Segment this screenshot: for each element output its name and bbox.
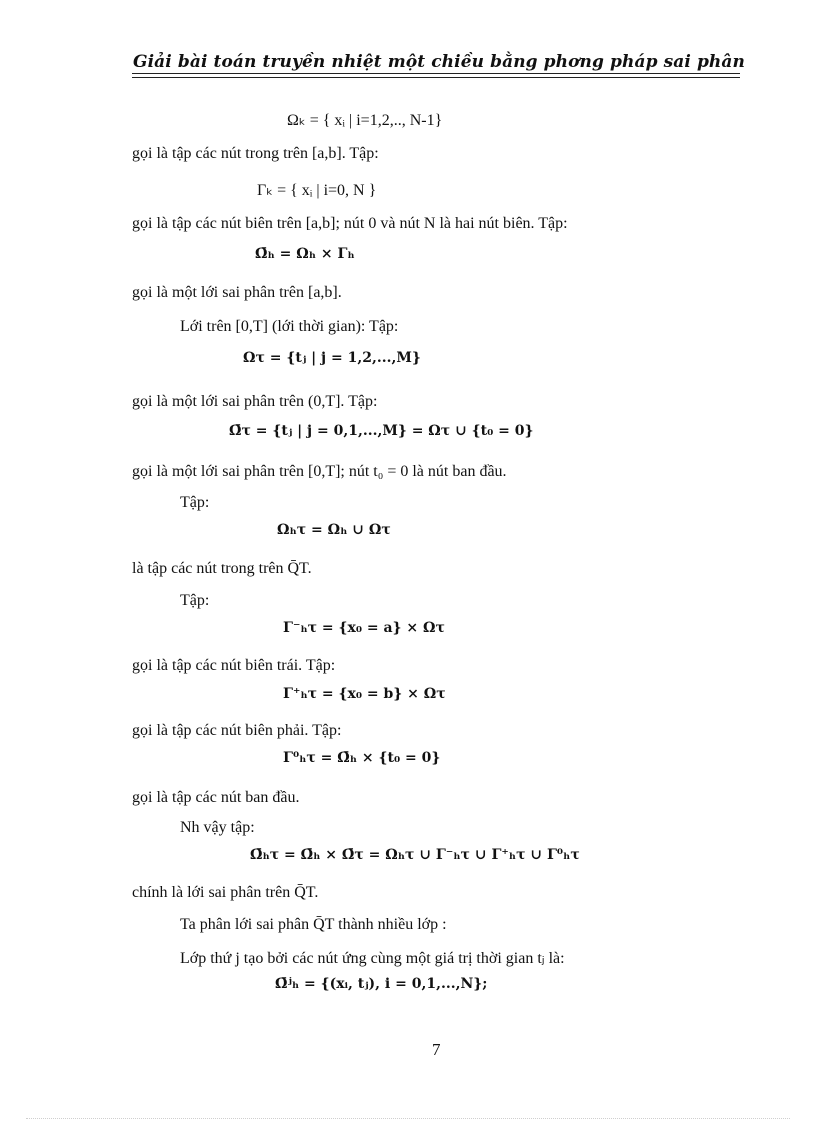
header-rule-top xyxy=(132,73,740,74)
text-line: Ta phân lới sai phân Q̄T thành nhiều lớp : xyxy=(180,916,447,933)
running-header: Giải bài toán truyền nhiệt một chiều bằng phơng pháp sai phân xyxy=(133,52,745,72)
text-line: gọi là một lới sai phân trên [a,b]. xyxy=(132,284,342,301)
text-line: Lớp thứ j tạo bởi các nút ứng cùng một giá trị thời gian tⱼ là: xyxy=(180,950,565,967)
formula-full-grid: Ω̄ₕτ = Ω̄ₕ × Ω̄τ = Ωₕτ ∪ Γ⁻ₕτ ∪ Γ⁺ₕτ ∪ Γ⁰ₕτ xyxy=(250,847,580,863)
formula-left-boundary: Γ⁻ₕτ = {x₀ = a} × Ωτ xyxy=(283,620,445,636)
text-line: Tập: xyxy=(180,494,210,511)
formula-interior-nodes: Ωₖ = { xᵢ | i=1,2,.., N-1} xyxy=(287,112,443,129)
text-line: gọi là một lới sai phân trên [0,T]; nút t₀ = 0 là nút ban đầu. xyxy=(132,463,507,480)
header-rule-bottom xyxy=(132,77,740,78)
text-line: gọi là tập các nút trong trên [a,b]. Tập: xyxy=(132,145,379,162)
text-line: gọi là tập các nút biên phải. Tập: xyxy=(132,722,342,739)
formula-layer-j: Ω̄ʲₕ = {(xᵢ, tⱼ), i = 0,1,...,N}; xyxy=(275,976,488,992)
formula-boundary-nodes: Γₖ = { xᵢ | i=0, N } xyxy=(257,182,377,199)
text-line: gọi là một lới sai phân trên (0,T]. Tập: xyxy=(132,393,378,410)
text-line: gọi là tập các nút ban đầu. xyxy=(132,789,300,806)
formula-time-nodes: Ωτ = {tⱼ | j = 1,2,...,M} xyxy=(243,350,421,366)
page-number: 7 xyxy=(432,1040,441,1059)
formula-grid-x: Ω̄ₕ = Ωₕ × Γₕ xyxy=(255,246,355,262)
text-line: là tập các nút trong trên Q̄T. xyxy=(132,560,312,577)
formula-right-boundary: Γ⁺ₕτ = {x₀ = b} × Ωτ xyxy=(283,686,446,702)
text-line: Tập: xyxy=(180,592,210,609)
text-line: gọi là tập các nút biên trái. Tập: xyxy=(132,657,336,674)
formula-interior-set: Ωₕτ = Ωₕ ∪ Ωτ xyxy=(277,522,391,538)
formula-initial-nodes: Γ⁰ₕτ = Ω̄ₕ × {t₀ = 0} xyxy=(283,750,441,766)
text-line: gọi là tập các nút biên trên [a,b]; nút 0 và nút N là hai nút biên. Tập: xyxy=(132,215,568,232)
page-bottom-divider xyxy=(26,1118,790,1119)
text-line: Nh vậy tập: xyxy=(180,819,255,836)
text-line: chính là lới sai phân trên Q̄T. xyxy=(132,884,319,901)
text-line: Lới trên [0,T] (lới thời gian): Tập: xyxy=(180,318,399,335)
formula-time-grid: Ω̄τ = {tⱼ | j = 0,1,...,M} = Ωτ ∪ {t₀ = 0} xyxy=(229,423,534,439)
